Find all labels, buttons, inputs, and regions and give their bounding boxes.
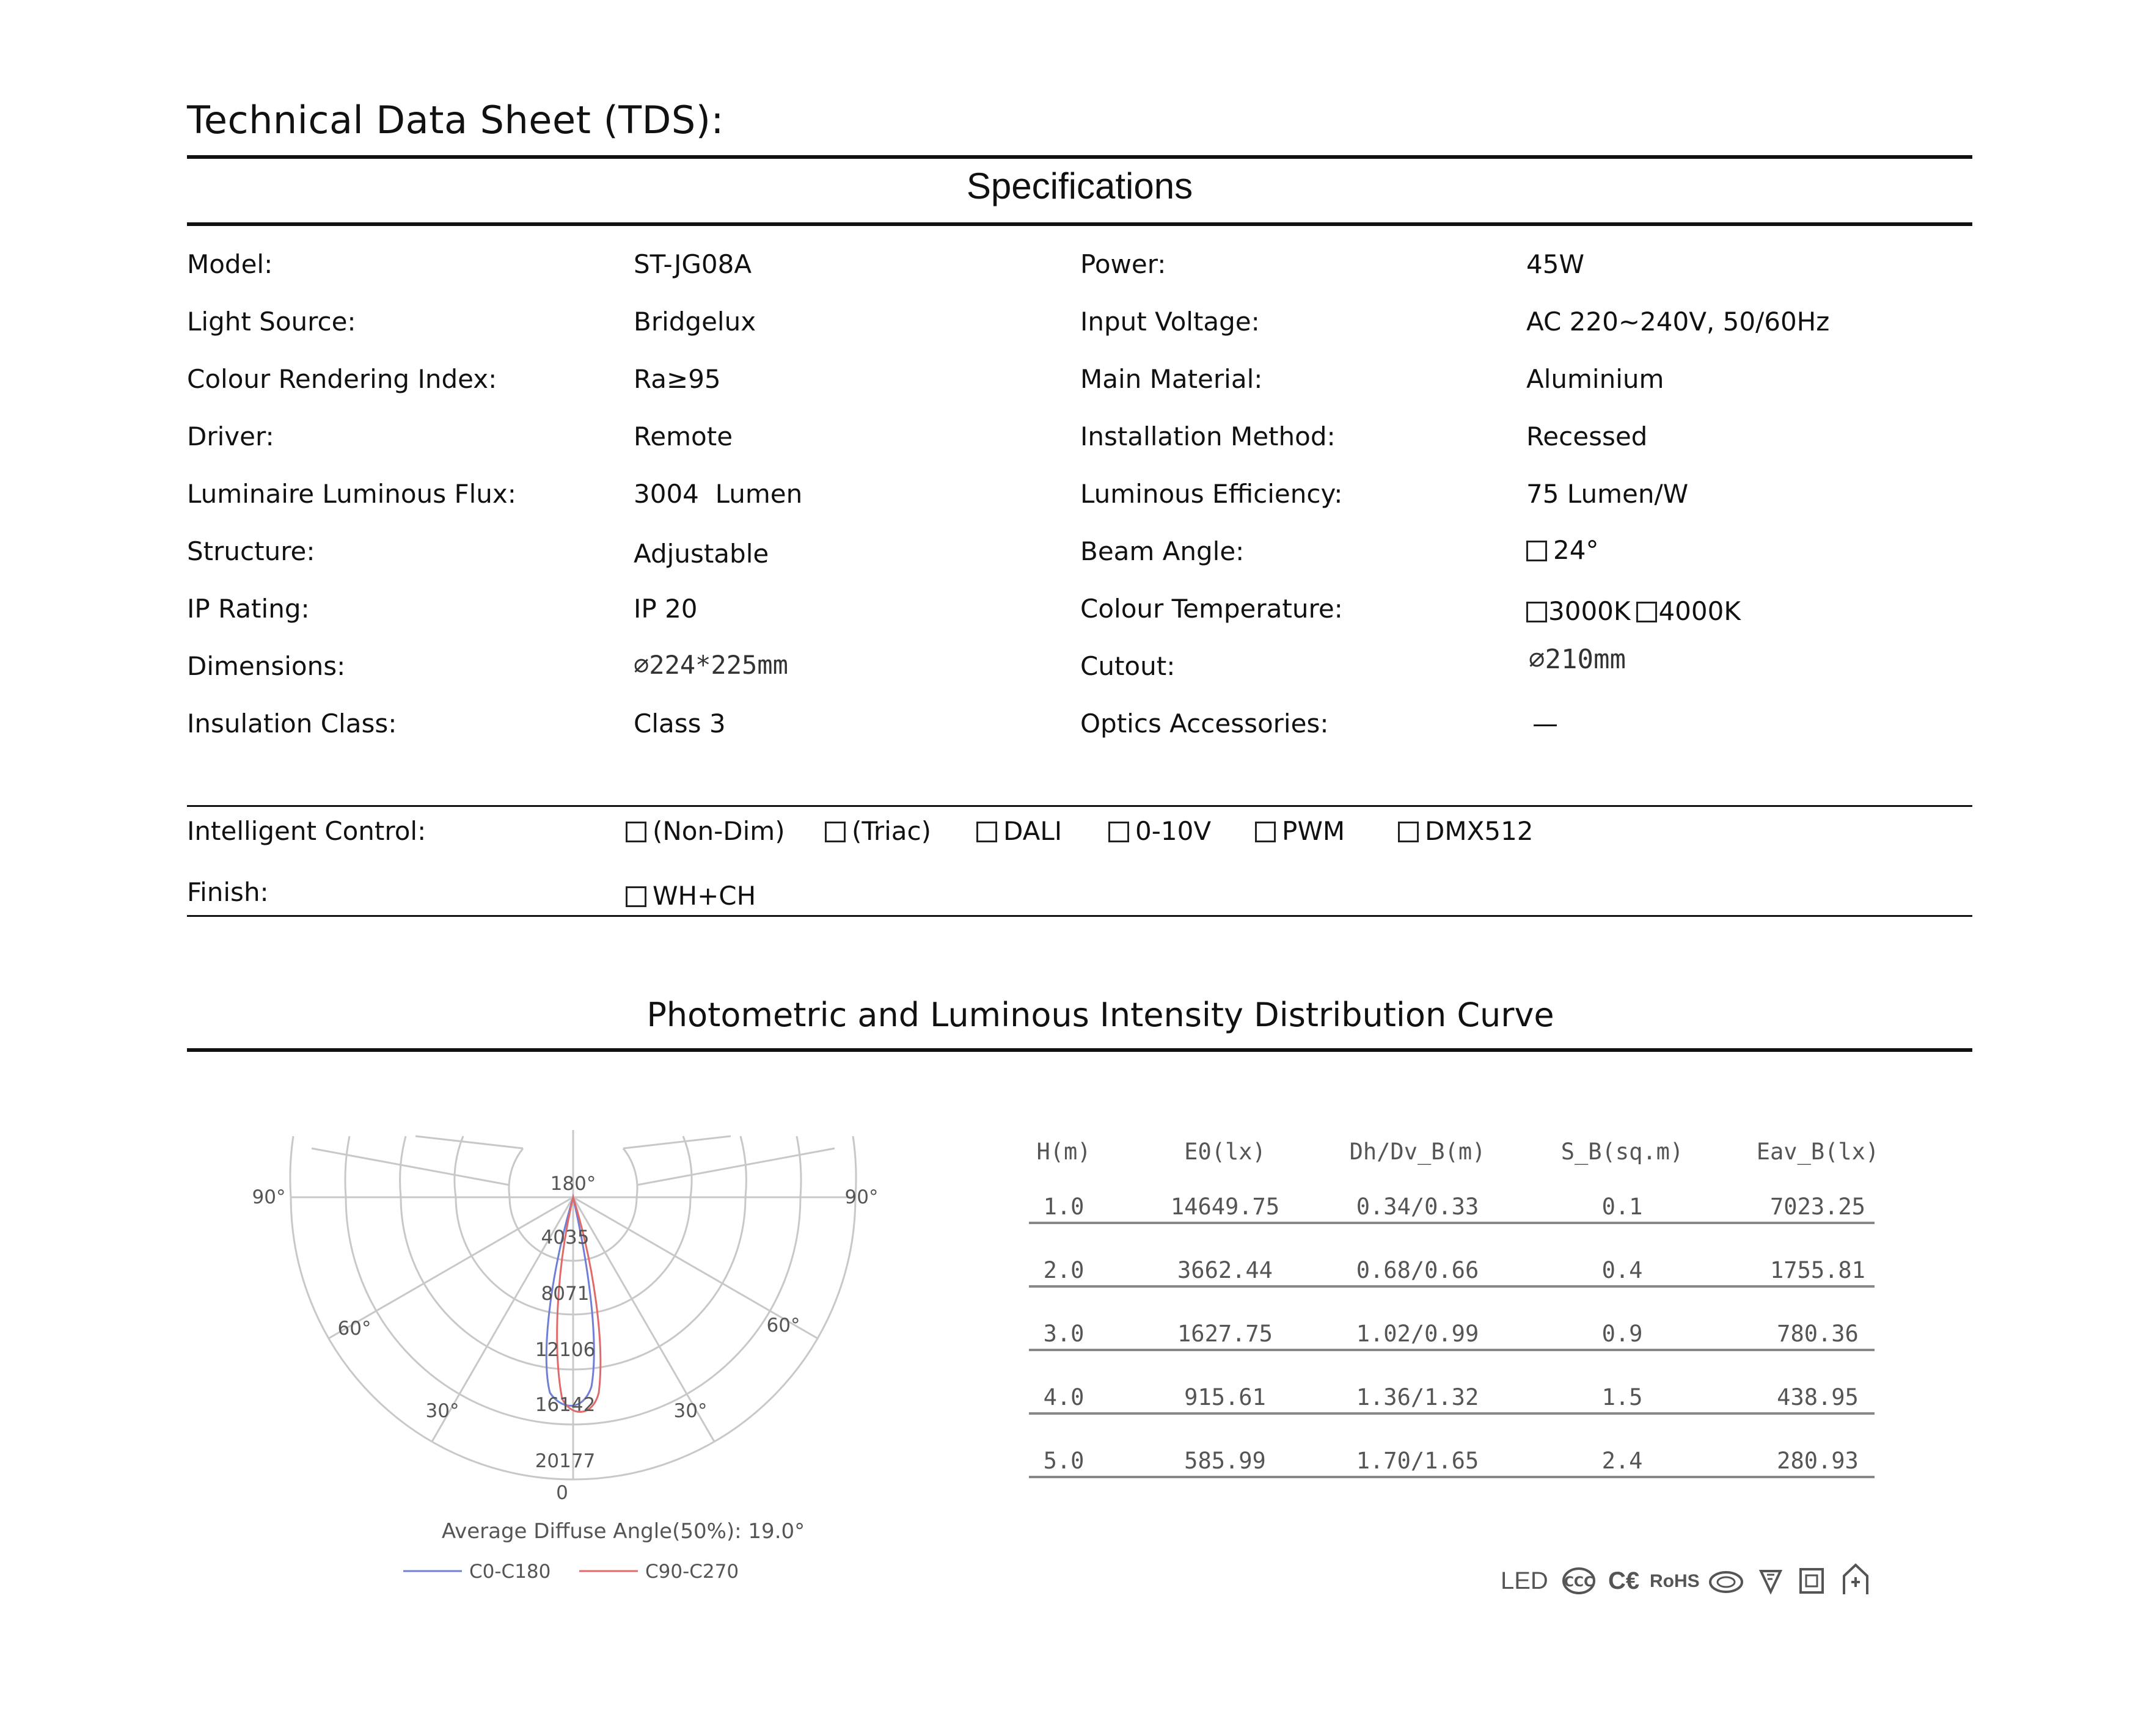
spec-label: Structure:	[187, 536, 315, 566]
spec-value: IP 20	[634, 594, 698, 624]
table-cell: 1.02/0.99	[1356, 1321, 1479, 1347]
specs-rule	[187, 222, 1972, 226]
table-cell: 280.93	[1777, 1448, 1859, 1474]
control-option-triac[interactable]: (Triac)	[825, 816, 931, 846]
table-cell: 14649.75	[1170, 1194, 1280, 1220]
colour-temp-4000k-option[interactable]: 4000K	[1636, 596, 1740, 626]
spec-value: Aluminium	[1526, 364, 1664, 394]
finish-option-wh-ch[interactable]: WH+CH	[626, 881, 756, 911]
angle-label-left-60: 60°	[337, 1318, 371, 1340]
spec-label: Optics Accessories:	[1080, 709, 1329, 739]
spec-label: Dimensions:	[187, 651, 346, 681]
spec-label: Installation Method:	[1080, 421, 1336, 451]
polar-legend	[403, 1561, 739, 1583]
indoor-use-mark-icon	[1839, 1561, 1872, 1597]
beam-angle-option[interactable]	[1526, 535, 1598, 565]
table-cell: 780.36	[1777, 1321, 1859, 1347]
table-row-rule	[1029, 1222, 1875, 1224]
finish-label: Finish:	[187, 877, 269, 907]
spec-label: Luminaire Luminous Flux:	[187, 479, 516, 509]
spec-label: IP Rating:	[187, 594, 310, 624]
table-row-rule	[1029, 1285, 1875, 1288]
checkbox-icon[interactable]	[1108, 822, 1129, 842]
spec-label: Colour Rendering Index:	[187, 364, 497, 394]
checkbox-icon[interactable]	[1398, 822, 1419, 842]
table-cell: 2.4	[1601, 1448, 1643, 1474]
spec-value: Recessed	[1526, 421, 1648, 451]
table-cell: 438.95	[1777, 1384, 1859, 1410]
spec-label: Insulation Class:	[187, 709, 397, 739]
spec-value: ∅224*225mm	[634, 650, 788, 680]
specs-heading: Specifications	[966, 166, 1193, 206]
spec-value: —	[1532, 709, 1558, 739]
table-header: Eav_B(lx)	[1756, 1139, 1879, 1165]
controls-bottom-rule	[187, 915, 1972, 917]
spec-value: Bridgelux	[634, 307, 756, 337]
spec-value: Remote	[634, 421, 733, 451]
control-option-dali[interactable]: DALI	[976, 816, 1062, 846]
table-cell: 3662.44	[1177, 1257, 1273, 1283]
table-cell: 2.0	[1043, 1257, 1085, 1283]
table-cell: 5.0	[1043, 1448, 1085, 1474]
table-header: Dh/Dv_B(m)	[1349, 1139, 1486, 1165]
colour-temp-4000k-checkbox[interactable]	[1636, 602, 1657, 622]
table-cell: 0.34/0.33	[1356, 1194, 1479, 1220]
table-row-rule	[1029, 1349, 1875, 1351]
angle-label-left-30: 30°	[425, 1400, 459, 1422]
spec-label: Main Material:	[1080, 364, 1263, 394]
spec-value: ∅210mm	[1529, 644, 1626, 675]
spec-value: AC 220~240V, 50/60Hz	[1526, 307, 1830, 337]
colour-temp-3000k-checkbox[interactable]	[1526, 602, 1547, 622]
spec-label: Model:	[187, 249, 273, 279]
spec-value: ST-JG08A	[634, 249, 752, 279]
table-cell: 0.9	[1601, 1321, 1643, 1347]
control-option-0-10v[interactable]: 0-10V	[1108, 816, 1211, 846]
angle-label-left-90: 90°	[252, 1186, 286, 1208]
intelligent-control-label: Intelligent Control:	[187, 816, 426, 846]
spec-label: Driver:	[187, 421, 274, 451]
table-header: S_B(sq.m)	[1560, 1139, 1684, 1165]
document-title: Technical Data Sheet (TDS):	[187, 98, 724, 142]
photometric-rule	[187, 1048, 1972, 1052]
control-option-non-dim[interactable]: (Non-Dim)	[626, 816, 785, 846]
table-row-rule	[1029, 1476, 1875, 1478]
table-header: H(m)	[1036, 1139, 1091, 1165]
legend-label-c0-c180: C0-C180	[469, 1561, 551, 1583]
spec-label: Luminous Efficiency:	[1080, 479, 1343, 509]
angle-label-180: 180°	[550, 1173, 596, 1195]
spec-value: 75 Lumen/W	[1526, 479, 1689, 509]
checkbox-icon[interactable]	[626, 822, 646, 842]
table-cell: 7023.25	[1770, 1194, 1865, 1220]
colour-temp-options	[1526, 596, 1741, 626]
ring-value: 4035	[541, 1227, 590, 1249]
table-cell: 1.36/1.32	[1356, 1384, 1479, 1410]
control-option-pwm[interactable]: PWM	[1255, 816, 1345, 846]
spec-label: Colour Temperature:	[1080, 594, 1343, 624]
table-cell: 0.4	[1601, 1257, 1643, 1283]
table-cell: 1.70/1.65	[1356, 1448, 1479, 1474]
ring-value: 12106	[535, 1339, 596, 1361]
title-rule	[187, 155, 1972, 159]
angle-label-right-90: 90°	[844, 1186, 879, 1208]
controls-top-rule	[187, 805, 1972, 807]
beam-angle-value: 24°	[1553, 535, 1599, 565]
svg-text:CCC: CCC	[1564, 1575, 1594, 1590]
spec-label: Cutout:	[1080, 651, 1176, 681]
cqc-mark-icon	[1708, 1570, 1744, 1594]
spec-label: Input Voltage:	[1080, 307, 1260, 337]
angle-label-right-30: 30°	[673, 1400, 708, 1422]
table-cell: 1755.81	[1770, 1257, 1865, 1283]
spec-label: Light Source:	[187, 307, 356, 337]
spec-value: 3004 Lumen	[634, 479, 803, 509]
table-cell: 1.0	[1043, 1194, 1085, 1220]
ce-mark: C€	[1608, 1567, 1640, 1594]
triangle-f-mark-icon	[1758, 1569, 1783, 1594]
table-cell: 1.5	[1601, 1384, 1643, 1410]
ring-value: 8071	[541, 1283, 590, 1305]
rohs-mark: RoHS	[1650, 1571, 1700, 1591]
checkbox-icon[interactable]	[1255, 822, 1276, 842]
spec-value: Class 3	[634, 709, 726, 739]
checkbox-icon[interactable]	[626, 886, 646, 907]
table-header: E0(lx)	[1184, 1139, 1266, 1165]
angle-label-right-60: 60°	[766, 1315, 800, 1337]
table-cell: 0.68/0.66	[1356, 1257, 1479, 1283]
spec-value: 45W	[1526, 249, 1584, 279]
angle-label-0: 0	[556, 1482, 568, 1504]
colour-temp-3000k-option[interactable]: 3000K	[1526, 596, 1630, 626]
class-ii-mark-icon	[1799, 1567, 1824, 1594]
table-cell: 1627.75	[1177, 1321, 1273, 1347]
spec-value: Adjustable	[634, 539, 769, 569]
table-row-rule	[1029, 1412, 1875, 1415]
ring-value: 16142	[535, 1394, 596, 1416]
ring-value: 20177	[535, 1450, 596, 1472]
table-cell: 3.0	[1043, 1321, 1085, 1347]
table-cell: 4.0	[1043, 1384, 1085, 1410]
photometric-heading: Photometric and Luminous Intensity Distribution Curve	[646, 996, 1554, 1034]
checkbox-icon[interactable]	[976, 822, 997, 842]
spec-value: Ra≥95	[634, 364, 721, 394]
spec-label: Power:	[1080, 249, 1166, 279]
table-cell: 585.99	[1184, 1448, 1266, 1474]
beam-angle-checkbox[interactable]	[1526, 541, 1547, 561]
ccc-mark-icon	[1562, 1566, 1596, 1596]
checkbox-icon[interactable]	[825, 822, 846, 842]
led-mark: LED	[1501, 1567, 1548, 1594]
diffuse-angle-caption: Average Diffuse Angle(50%): 19.0°	[441, 1519, 805, 1544]
spec-label: Beam Angle:	[1080, 536, 1245, 566]
table-cell: 0.1	[1601, 1194, 1643, 1220]
polar-distribution-diagram	[232, 1124, 917, 1600]
table-cell: 915.61	[1184, 1384, 1266, 1410]
control-option-dmx512[interactable]: DMX512	[1398, 816, 1534, 846]
legend-label-c90-c270: C90-C270	[645, 1561, 739, 1583]
